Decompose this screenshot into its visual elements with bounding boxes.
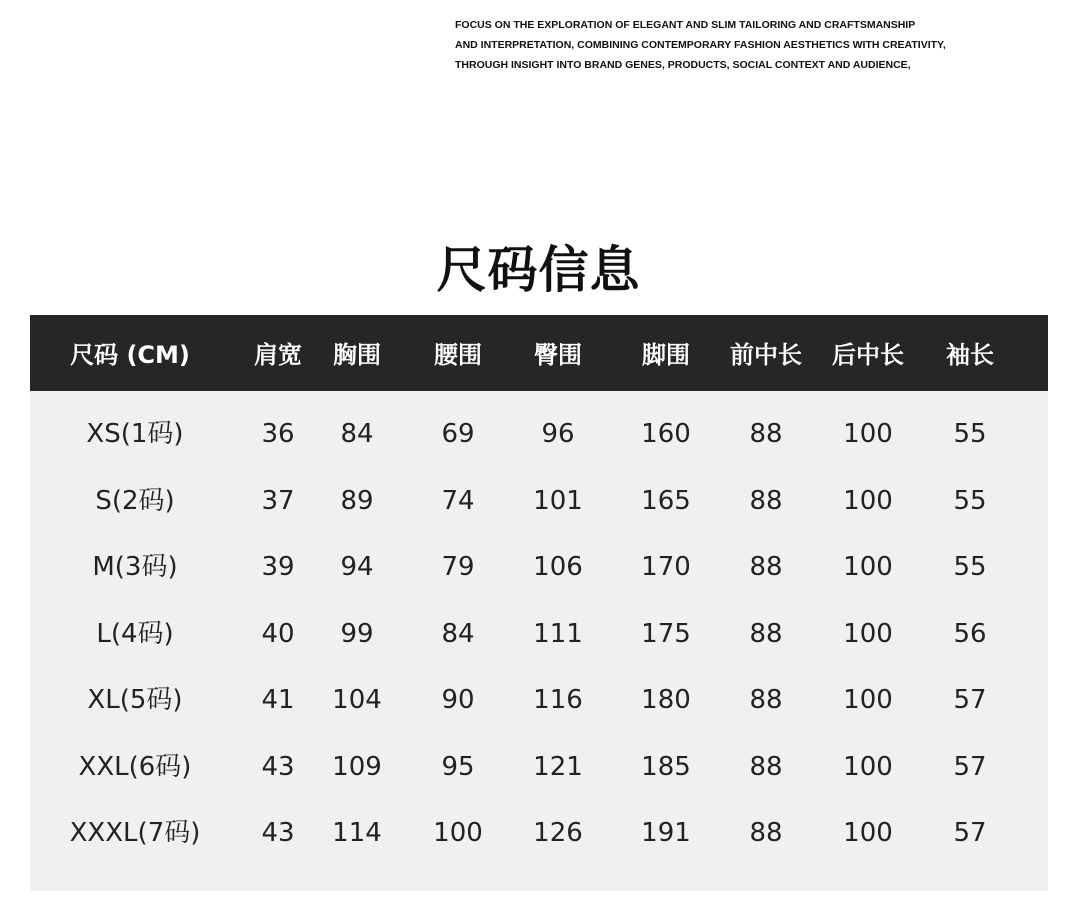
table-row <box>30 667 1048 733</box>
chest-value: 89 <box>340 485 374 516</box>
header-back-length: 后中长 <box>832 341 904 369</box>
back-length-value: 100 <box>843 685 893 715</box>
header-hip: 臀围 <box>534 341 582 369</box>
hem-value: 180 <box>641 685 691 715</box>
shoulder-value: 40 <box>261 618 295 649</box>
sleeve-value: 55 <box>953 552 987 582</box>
header-shoulder: 肩宽 <box>254 341 302 369</box>
size-label: XS(1码) <box>86 419 184 449</box>
size-label: XL(5码) <box>87 685 183 715</box>
back-length-value: 100 <box>843 419 893 449</box>
size-info-title: 尺码信息 <box>436 241 641 299</box>
back-length-value: 100 <box>843 818 893 848</box>
table-row <box>30 534 1048 600</box>
hem-value: 185 <box>641 751 691 782</box>
hem-value: 170 <box>641 552 691 582</box>
waist-value: 95 <box>441 751 475 782</box>
table-row <box>30 601 1048 667</box>
sleeve-value: 55 <box>953 485 987 516</box>
tagline-line: FOCUS ON THE EXPLORATION OF ELEGANT AND SLIM TAILORING AND CRAFTSMANSHIP <box>455 19 916 31</box>
tagline-line: AND INTERPRETATION, COMBINING CONTEMPORARY FASHION AESTHETICS WITH CREATIVITY, <box>455 39 946 51</box>
hem-value: 175 <box>641 618 691 649</box>
back-length-value: 100 <box>843 618 893 649</box>
table-row <box>30 468 1048 534</box>
front-length-value: 88 <box>749 751 783 782</box>
sleeve-value: 56 <box>953 618 987 649</box>
size-label: L(4码) <box>96 618 174 649</box>
shoulder-value: 41 <box>261 685 295 715</box>
header-size: 尺码 (CM) <box>70 341 190 369</box>
back-length-value: 100 <box>843 485 893 516</box>
table-body <box>30 391 1048 891</box>
hem-value: 191 <box>641 818 691 848</box>
front-length-value: 88 <box>749 685 783 715</box>
chest-value: 114 <box>332 818 382 848</box>
sleeve-value: 57 <box>953 751 987 782</box>
size-label: M(3码) <box>92 552 178 582</box>
hip-value: 121 <box>533 751 583 782</box>
chest-value: 94 <box>340 552 374 582</box>
size-chart-table <box>30 315 1048 891</box>
shoulder-value: 43 <box>261 751 295 782</box>
waist-value: 69 <box>441 419 475 449</box>
front-length-value: 88 <box>749 818 783 848</box>
hem-value: 160 <box>641 419 691 449</box>
hip-value: 116 <box>533 685 583 715</box>
table-row <box>30 800 1048 866</box>
size-label: S(2码) <box>95 485 175 516</box>
chest-value: 104 <box>332 685 382 715</box>
waist-value: 79 <box>441 552 475 582</box>
sleeve-value: 57 <box>953 818 987 848</box>
waist-value: 90 <box>441 685 475 715</box>
chest-value: 99 <box>340 618 374 649</box>
shoulder-value: 43 <box>261 818 295 848</box>
hip-value: 126 <box>533 818 583 848</box>
chest-value: 109 <box>332 751 382 782</box>
brand-tagline <box>455 15 1055 75</box>
header-waist: 腰围 <box>434 341 482 369</box>
hip-value: 106 <box>533 552 583 582</box>
shoulder-value: 39 <box>261 552 295 582</box>
header-sleeve: 袖长 <box>946 341 994 369</box>
back-length-value: 100 <box>843 552 893 582</box>
table-row <box>30 401 1048 467</box>
shoulder-value: 36 <box>261 419 295 449</box>
size-label: XXXL(7码) <box>69 818 201 848</box>
table-header <box>30 315 1048 391</box>
waist-value: 84 <box>441 618 475 649</box>
back-length-value: 100 <box>843 751 893 782</box>
front-length-value: 88 <box>749 485 783 516</box>
sleeve-value: 55 <box>953 419 987 449</box>
header-chest: 胸围 <box>333 341 381 369</box>
header-front-length: 前中长 <box>730 341 802 369</box>
hip-value: 96 <box>541 419 575 449</box>
front-length-value: 88 <box>749 618 783 649</box>
waist-value: 100 <box>433 818 483 848</box>
hip-value: 101 <box>533 485 583 516</box>
tagline-line: THROUGH INSIGHT INTO BRAND GENES, PRODUCTS, SOCIAL CONTEXT AND AUDIENCE, <box>455 59 911 71</box>
size-label: XXL(6码) <box>78 751 192 782</box>
chest-value: 84 <box>340 419 374 449</box>
shoulder-value: 37 <box>261 485 295 516</box>
hem-value: 165 <box>641 485 691 516</box>
sleeve-value: 57 <box>953 685 987 715</box>
table-row <box>30 734 1048 800</box>
header-hem: 脚围 <box>642 341 690 369</box>
front-length-value: 88 <box>749 552 783 582</box>
front-length-value: 88 <box>749 419 783 449</box>
waist-value: 74 <box>441 485 475 516</box>
hip-value: 111 <box>533 618 583 649</box>
